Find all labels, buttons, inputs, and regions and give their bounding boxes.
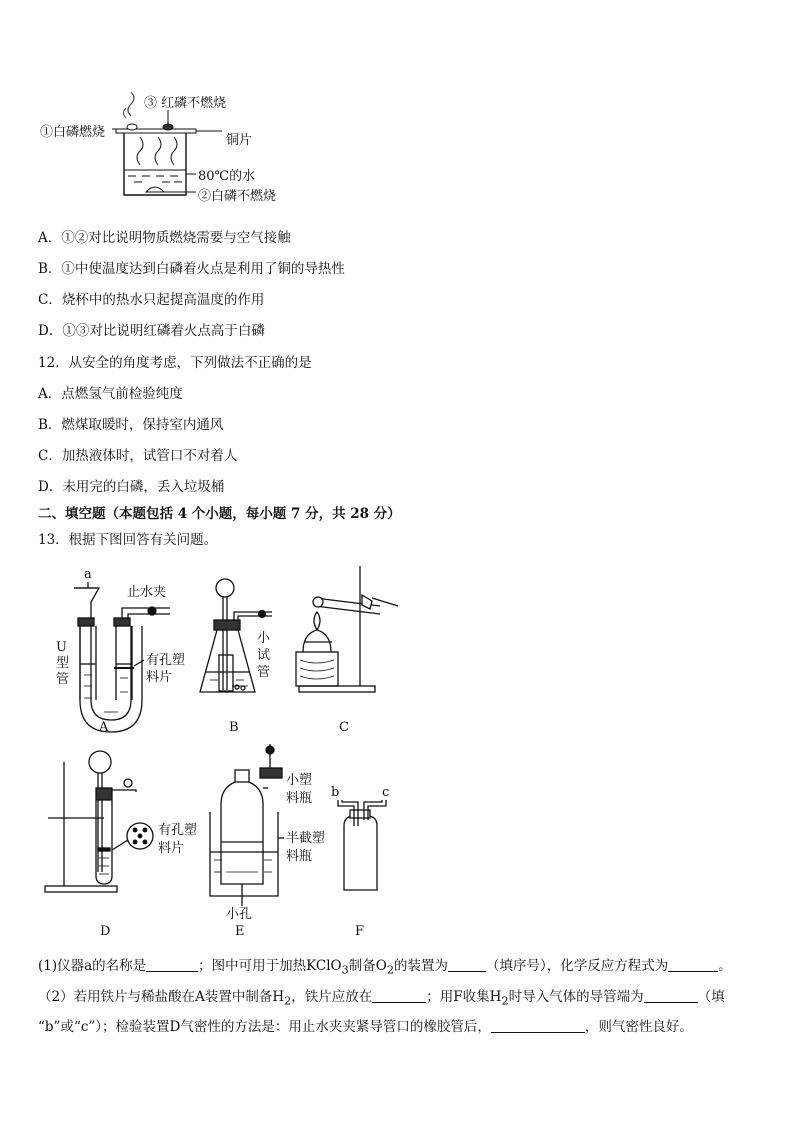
caption-c: C bbox=[339, 720, 349, 735]
q13-part-2-line-2 bbox=[38, 1018, 693, 1036]
apparatus-e bbox=[210, 744, 284, 906]
apparatus-f bbox=[338, 800, 386, 890]
label-copper-plate: 铜片 bbox=[226, 133, 253, 148]
apparatus-d bbox=[45, 751, 153, 892]
q13-1-sub-2: 2 bbox=[386, 963, 395, 977]
q13-1-text-3: 制备O bbox=[348, 958, 387, 974]
label-white-phosphorus-burning: ①白磷燃烧 bbox=[40, 125, 106, 140]
answer-blank-tube-end[interactable] bbox=[644, 988, 698, 1003]
q13-2-text-1: （2）若用铁片与稀盐酸在A装置中制备H bbox=[38, 989, 285, 1005]
q12-option-a: A．点燃氢气前检验纯度 bbox=[38, 386, 183, 402]
q13-2-sub-2a: 2 bbox=[284, 994, 292, 1008]
label-red-phosphorus: ③ 红磷不燃烧 bbox=[144, 96, 227, 111]
label-small-plastic-bottle: 小塑料瓶 bbox=[286, 773, 313, 806]
label-b: b bbox=[331, 785, 340, 800]
section-2-title: 二、填空题（本题包括 4 个小题，每小题 7 分，共 28 分） bbox=[38, 506, 401, 522]
q13-2-text-5: （填 bbox=[697, 989, 725, 1005]
label-plastic-sheet-d: 有孔塑料片 bbox=[158, 823, 198, 856]
caption-b: B bbox=[229, 720, 239, 735]
label-hot-water: 80℃的水 bbox=[198, 169, 256, 184]
q13-1-sub-3: 3 bbox=[341, 963, 349, 977]
q13-2-line2-text-1: “b”或“c”）；检验装置D气密性的方法是：用止水夹夹紧导管口的橡胶管后， bbox=[38, 1019, 491, 1035]
q13-stem: 13．根据下图回答有关问题。 bbox=[38, 532, 218, 548]
q11-option-c: C．烧杯中的热水只起提高温度的作用 bbox=[38, 292, 265, 308]
answer-blank-instrument[interactable] bbox=[146, 957, 198, 972]
answer-blank-airtightness[interactable] bbox=[491, 1018, 585, 1033]
caption-a: A bbox=[99, 720, 109, 735]
label-white-phosphorus-water: ②白磷不燃烧 bbox=[198, 189, 277, 204]
label-c: c bbox=[382, 785, 390, 800]
label-half-plastic-bottle: 半截塑料瓶 bbox=[286, 831, 326, 864]
label-a: a bbox=[84, 567, 92, 582]
q13-part-1 bbox=[38, 957, 732, 980]
q13-1-text-1: (1)仪器a的名称是 bbox=[38, 958, 147, 974]
q13-2-text-2: ，铁片应放在 bbox=[291, 989, 373, 1005]
q13-part-2-line-1 bbox=[38, 988, 725, 1011]
q12-option-d: D．未用完的白磷，丢入垃圾桶 bbox=[38, 479, 225, 495]
q13-2-text-3: ；用F收集H bbox=[426, 989, 502, 1005]
apparatus-c bbox=[296, 566, 398, 692]
q12-option-b: B．燃煤取暖时，保持室内通风 bbox=[38, 417, 224, 433]
q13-2-line2-text-2: ，则气密性良好。 bbox=[584, 1019, 693, 1035]
answer-blank-iron-position[interactable] bbox=[372, 988, 426, 1003]
label-plastic-sheet-a: 有孔塑料片 bbox=[146, 653, 186, 685]
label-u-tube: U型管 bbox=[56, 640, 70, 687]
q13-2-text-4: 时导入气体的导管端为 bbox=[508, 989, 644, 1005]
caption-f: F bbox=[355, 924, 365, 939]
q12-stem: 12．从安全的角度考虑，下列做法不正确的是 bbox=[38, 355, 312, 371]
answer-blank-apparatus[interactable] bbox=[448, 957, 486, 972]
label-stop-clamp: 止水夹 bbox=[127, 585, 167, 600]
label-small-hole: 小孔 bbox=[226, 907, 253, 922]
q13-1-text-6: 。 bbox=[718, 958, 732, 974]
q12-option-c: C．加热液体时，试管口不对着人 bbox=[38, 448, 238, 464]
q13-1-text-5: （填序号），化学反应方程式为 bbox=[486, 958, 669, 974]
label-small-test-tube: 小试管 bbox=[257, 631, 271, 680]
caption-e: E bbox=[235, 924, 245, 939]
q11-option-d: D．①③对比说明红磷着火点高于白磷 bbox=[38, 323, 265, 339]
caption-d: D bbox=[100, 924, 111, 939]
q13-2-sub-2b: 2 bbox=[501, 994, 509, 1008]
q13-1-text-2: ；图中可用于加热KClO bbox=[198, 958, 342, 974]
q11-option-a: A．①②对比说明物质燃烧需要与空气接触 bbox=[38, 230, 291, 246]
q13-1-text-4: 的装置为 bbox=[394, 958, 449, 974]
q11-option-b: B．①中使温度达到白磷着火点是利用了铜的导热性 bbox=[38, 261, 345, 277]
answer-blank-equation[interactable] bbox=[668, 957, 718, 972]
